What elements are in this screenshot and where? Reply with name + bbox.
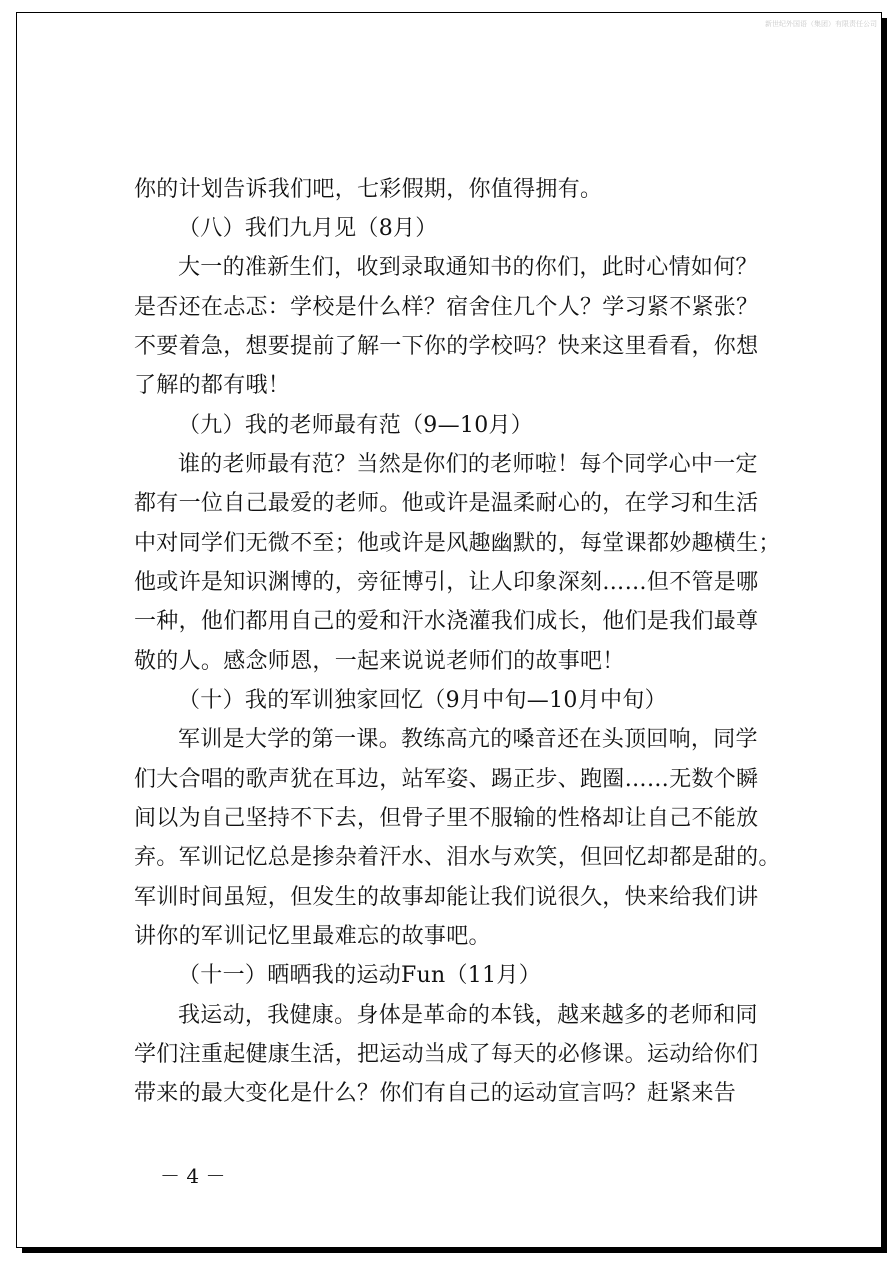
paragraph-line: 军训时间虽短，但发生的故事却能让我们说很久，快来给我们讲: [134, 885, 759, 910]
paragraph-line: 都有一位自己最爱的老师。他或许是温柔耐心的，在学习和生活: [134, 491, 759, 516]
section-heading: （十）我的军训独家回忆（9月中旬—10月中旬）: [178, 688, 667, 713]
paragraph-line: 是否还在忐忑：学校是什么样？宿舍住几个人？学习紧不紧张？: [134, 295, 759, 320]
page-number: － 4 －: [160, 1164, 226, 1188]
paragraph-line: 军训是大学的第一课。教练高亢的嗓音还在头顶回响，同学: [178, 727, 758, 752]
paragraph-line: 大一的准新生们，收到录取通知书的你们，此时心情如何？: [178, 255, 758, 280]
paragraph-line: 了解的都有哦！: [134, 373, 291, 398]
document-page: [16, 12, 882, 1248]
section-heading: （九）我的老师最有范（9—10月）: [178, 413, 534, 438]
paragraph-line: 我运动，我健康。身体是革命的本钱，越来越多的老师和同: [178, 1003, 758, 1028]
paragraph-line: 一种，他们都用自己的爱和汗水浇灌我们成长，他们是我们最尊: [134, 609, 759, 634]
paragraph-line: 中对同学们无微不至；他或许是风趣幽默的，每堂课都妙趣横生；: [134, 531, 781, 556]
page-shadow-right: [882, 18, 887, 1253]
paragraph-line: 敬的人。感念师恩，一起来说说老师们的故事吧！: [134, 649, 625, 674]
paragraph-line: 他或许是知识渊博的，旁征博引，让人印象深刻……但不管是哪: [134, 570, 759, 595]
page-shadow-bottom: [22, 1248, 887, 1253]
paragraph-line: 学们注重起健康生活，把运动当成了每天的必修课。运动给你们: [134, 1042, 759, 1067]
paragraph-line: 你的计划告诉我们吧，七彩假期，你值得拥有。: [134, 177, 603, 202]
section-heading: （十一）晒晒我的运动Fun（11月）: [178, 963, 541, 988]
section-heading: （八）我们九月见（8月）: [178, 216, 438, 241]
paragraph-line: 讲你的军训记忆里最难忘的故事吧。: [134, 924, 491, 949]
header-watermark: 新世纪外国语（集团）有限责任公司: [765, 20, 877, 28]
paragraph-line: 弃。军训记忆总是掺杂着汗水、泪水与欢笑，但回忆却都是甜的。: [134, 845, 781, 870]
paragraph-line: 不要着急，想要提前了解一下你的学校吗？快来这里看看，你想: [134, 334, 759, 359]
paragraph-line: 间以为自己坚持不下去，但骨子里不服输的性格却让自己不能放: [134, 806, 759, 831]
paragraph-line: 谁的老师最有范？当然是你们的老师啦！每个同学心中一定: [178, 452, 758, 477]
paragraph-line: 带来的最大变化是什么？你们有自己的运动宣言吗？赶紧来告: [134, 1081, 737, 1106]
paragraph-line: 们大合唱的歌声犹在耳边，站军姿、踢正步、跑圈……无数个瞬: [134, 767, 759, 792]
